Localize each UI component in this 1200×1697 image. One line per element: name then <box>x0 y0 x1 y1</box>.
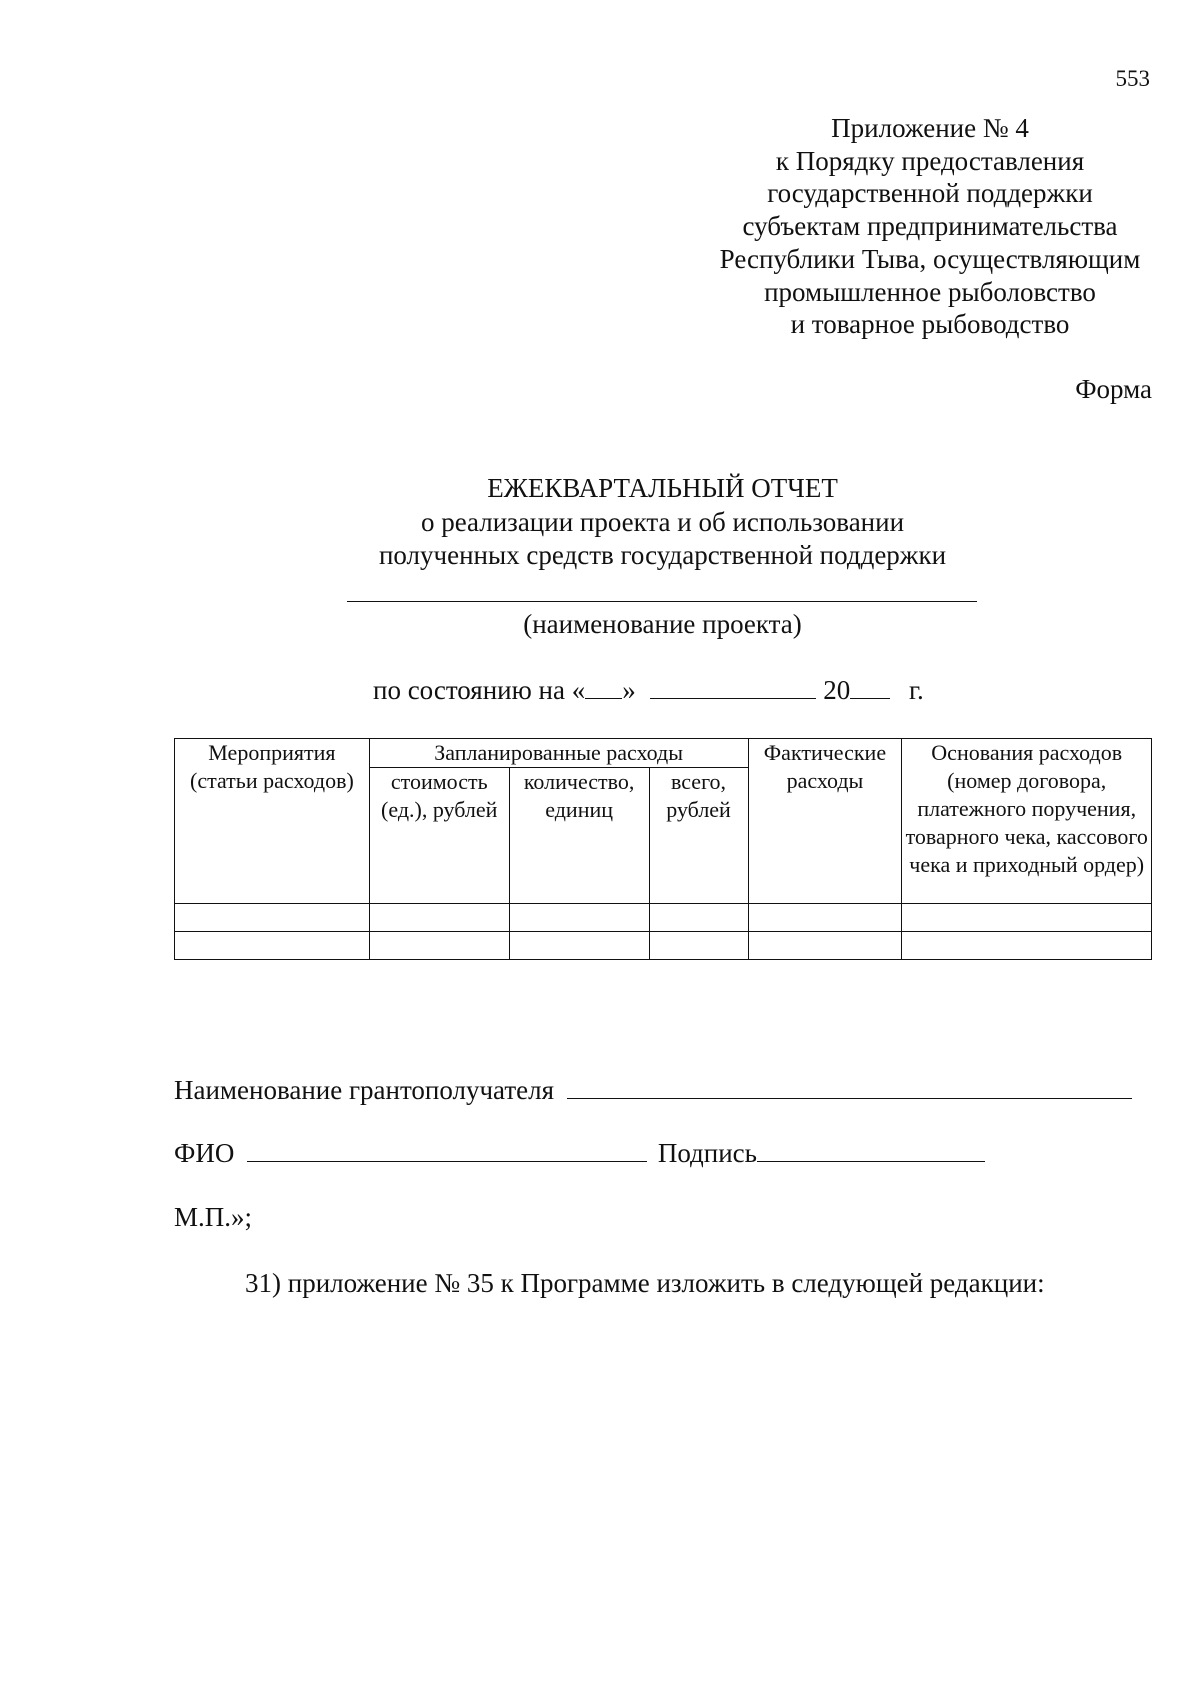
appendix-header <box>660 112 1200 341</box>
report-subtitle-line: о реализации проекта и об использовании <box>420 506 905 537</box>
grantee-line <box>174 1074 1132 1106</box>
page-number: 553 <box>1115 66 1150 91</box>
closing-instruction: 31) приложение № 35 к Программе изложить в следующей редакции: <box>245 1268 1045 1298</box>
date-month-field[interactable] <box>650 674 816 699</box>
table-cell[interactable] <box>902 932 1152 960</box>
appendix-line: промышленное рыболовство <box>764 276 1096 307</box>
header-activities: Мероприятия (статьи расходов) <box>175 739 370 904</box>
table-cell[interactable] <box>369 932 509 960</box>
table-row <box>175 904 1152 932</box>
date-year-field[interactable] <box>850 674 890 699</box>
appendix-line: Приложение № 4 <box>831 113 1029 143</box>
table-row <box>175 932 1152 960</box>
appendix-line: субъектам предпринимательства <box>742 211 1118 242</box>
date-day-field[interactable] <box>585 674 622 699</box>
date-year-prefix: 20 <box>823 675 851 705</box>
report-date-line <box>373 674 924 706</box>
grantee-label: Наименование грантополучателя <box>174 1075 555 1105</box>
table-cell[interactable] <box>175 904 370 932</box>
grantee-name-field[interactable] <box>567 1074 1132 1099</box>
header-quantity: количество, единиц <box>509 768 649 904</box>
table-cell[interactable] <box>509 932 649 960</box>
form-label: Форма <box>1075 374 1152 404</box>
appendix-line: и товарное рыбоводство <box>790 309 1070 340</box>
table-cell[interactable] <box>902 904 1152 932</box>
report-subtitle-line: полученных средств государственной поддержки <box>378 540 947 570</box>
table-cell[interactable] <box>748 904 902 932</box>
fio-label: ФИО <box>174 1138 235 1168</box>
header-planned-expenses: Запланированные расходы <box>369 739 748 768</box>
report-title-block <box>0 472 1200 573</box>
date-year-suffix: г. <box>908 675 924 705</box>
table-cell[interactable] <box>509 904 649 932</box>
expense-report-table <box>174 738 1152 960</box>
header-expense-basis: Основания расходов (номер договора, платежного поручения, товарного чека, кассового чека и приходный ордер) <box>902 739 1152 904</box>
header-actual-expenses: Фактические расходы <box>748 739 902 904</box>
table-cell[interactable] <box>748 932 902 960</box>
appendix-line: Республики Тыва, осуществляющим <box>719 243 1141 274</box>
signature-label: Подпись <box>657 1138 757 1168</box>
signature-field[interactable] <box>757 1137 985 1162</box>
stamp-label: М.П.»; <box>174 1202 253 1232</box>
date-prefix: по состоянию на « <box>373 675 586 705</box>
project-name-field[interactable] <box>347 601 977 602</box>
fio-signature-line <box>174 1137 985 1169</box>
header-unit-cost: стоимость (ед.), рублей <box>369 768 509 904</box>
fio-field[interactable] <box>247 1137 647 1162</box>
appendix-line: государственной поддержки <box>767 178 1093 209</box>
table-cell[interactable] <box>175 932 370 960</box>
table-cell[interactable] <box>649 904 748 932</box>
table-header-row <box>175 739 1152 768</box>
appendix-line: к Порядку предоставления <box>775 145 1085 176</box>
header-total: всего, рублей <box>649 768 748 904</box>
project-name-caption: (наименование проекта) <box>523 609 802 639</box>
table-cell[interactable] <box>369 904 509 932</box>
date-quote-close: » <box>622 675 636 705</box>
table-cell[interactable] <box>649 932 748 960</box>
report-title: ЕЖЕКВАРТАЛЬНЫЙ ОТЧЕТ <box>487 473 838 503</box>
